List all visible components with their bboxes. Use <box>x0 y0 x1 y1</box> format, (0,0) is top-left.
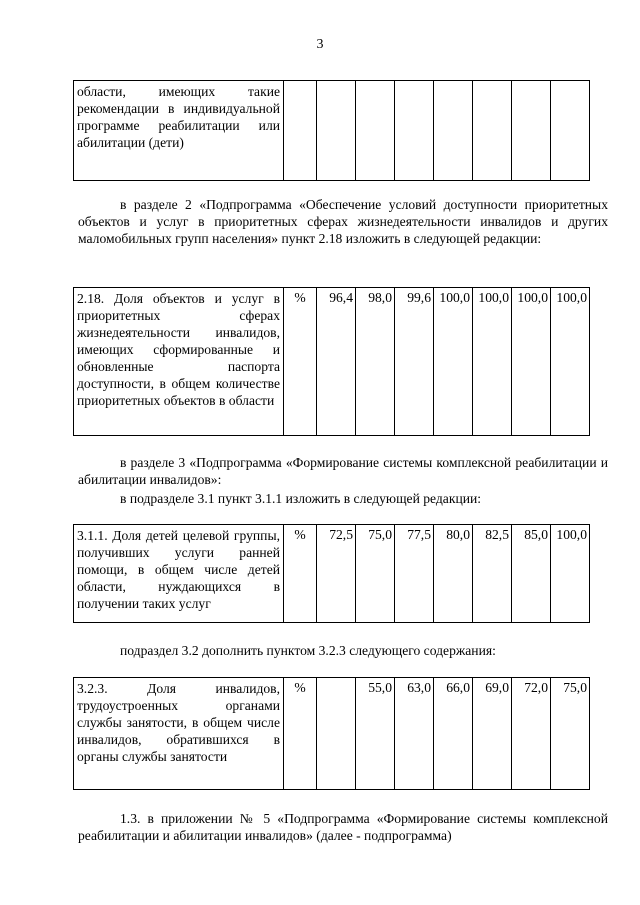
table-cell <box>551 81 590 181</box>
table-cell-value: 96,4 <box>317 288 356 436</box>
table-cell <box>395 81 434 181</box>
table-cell-unit: % <box>284 678 317 790</box>
paragraph: в разделе 3 «Подпрограмма «Формирование системы комплексной реабилитации и абилитации инвалидов»: <box>78 455 608 487</box>
table-cell-unit: % <box>284 525 317 623</box>
table-cell-value: 77,5 <box>395 525 434 623</box>
table-3-2-3 <box>73 677 590 790</box>
table-cell <box>434 81 473 181</box>
table-cell-value: 69,0 <box>473 678 512 790</box>
paragraph: в разделе 2 «Подпрограмма «Обеспечение условий доступности приоритетных объектов и услуг в приоритетных сферах жизнедеятельности инвалидов и других маломобильных групп населения» пункт 2.18 изложить в следующей редакции: <box>78 197 608 246</box>
table-cell-value: 100,0 <box>434 288 473 436</box>
table-cell-unit: % <box>284 288 317 436</box>
table-cell-value: 55,0 <box>356 678 395 790</box>
table-cell-value: 82,5 <box>473 525 512 623</box>
table-cell-value: 63,0 <box>395 678 434 790</box>
table-2-18 <box>73 287 590 436</box>
table-cell-description: 2.18. Доля объектов и услуг в приоритетных сферах жизнедеятельности инвалидов, имеющих сформированные и обновленные паспорта доступности, в общем количестве приоритетных объектов в области <box>74 288 284 436</box>
table-cell <box>284 81 317 181</box>
table-cell-description: 3.1.1. Доля детей целевой группы, получивших услуги ранней помощи, в общем числе детей области, нуждающихся в получении таких услуг <box>74 525 284 623</box>
table-cell <box>512 81 551 181</box>
table-3-1-1 <box>73 524 590 623</box>
table-cell-value: 75,0 <box>356 525 395 623</box>
table-continuation <box>73 80 590 181</box>
table-cell <box>356 81 395 181</box>
table-cell-value: 100,0 <box>473 288 512 436</box>
table-cell-value: 72,5 <box>317 525 356 623</box>
table-cell-value: 80,0 <box>434 525 473 623</box>
table-cell-description: области, имеющих такие рекомендации в индивидуальной программе реабилитации или абилитации (дети) <box>74 81 284 181</box>
table-cell-value: 85,0 <box>512 525 551 623</box>
table-cell-value: 100,0 <box>512 288 551 436</box>
table-cell-description: 3.2.3. Доля инвалидов, трудоустроенных органами службы занятости, в общем числе инвалидов, обратившихся в органы службы занятости <box>74 678 284 790</box>
paragraph: 1.3. в приложении № 5 «Подпрограмма «Формирование системы комплексной реабилитации и абилитации инвалидов» (далее - подпрограмма) <box>78 811 608 843</box>
table-cell-value: 100,0 <box>551 525 590 623</box>
table-cell-value: 98,0 <box>356 288 395 436</box>
table-cell-value: 66,0 <box>434 678 473 790</box>
table-cell-value: 75,0 <box>551 678 590 790</box>
table-cell-value: 99,6 <box>395 288 434 436</box>
table-cell-value: 100,0 <box>551 288 590 436</box>
table-cell <box>473 81 512 181</box>
page-number: 3 <box>316 37 324 52</box>
paragraph: подраздел 3.2 дополнить пунктом 3.2.3 следующего содержания: <box>120 643 496 658</box>
paragraph: в подразделе 3.1 пункт 3.1.1 изложить в следующей редакции: <box>120 491 482 506</box>
table-cell-value: 72,0 <box>512 678 551 790</box>
table-cell-value <box>317 678 356 790</box>
table-cell <box>317 81 356 181</box>
